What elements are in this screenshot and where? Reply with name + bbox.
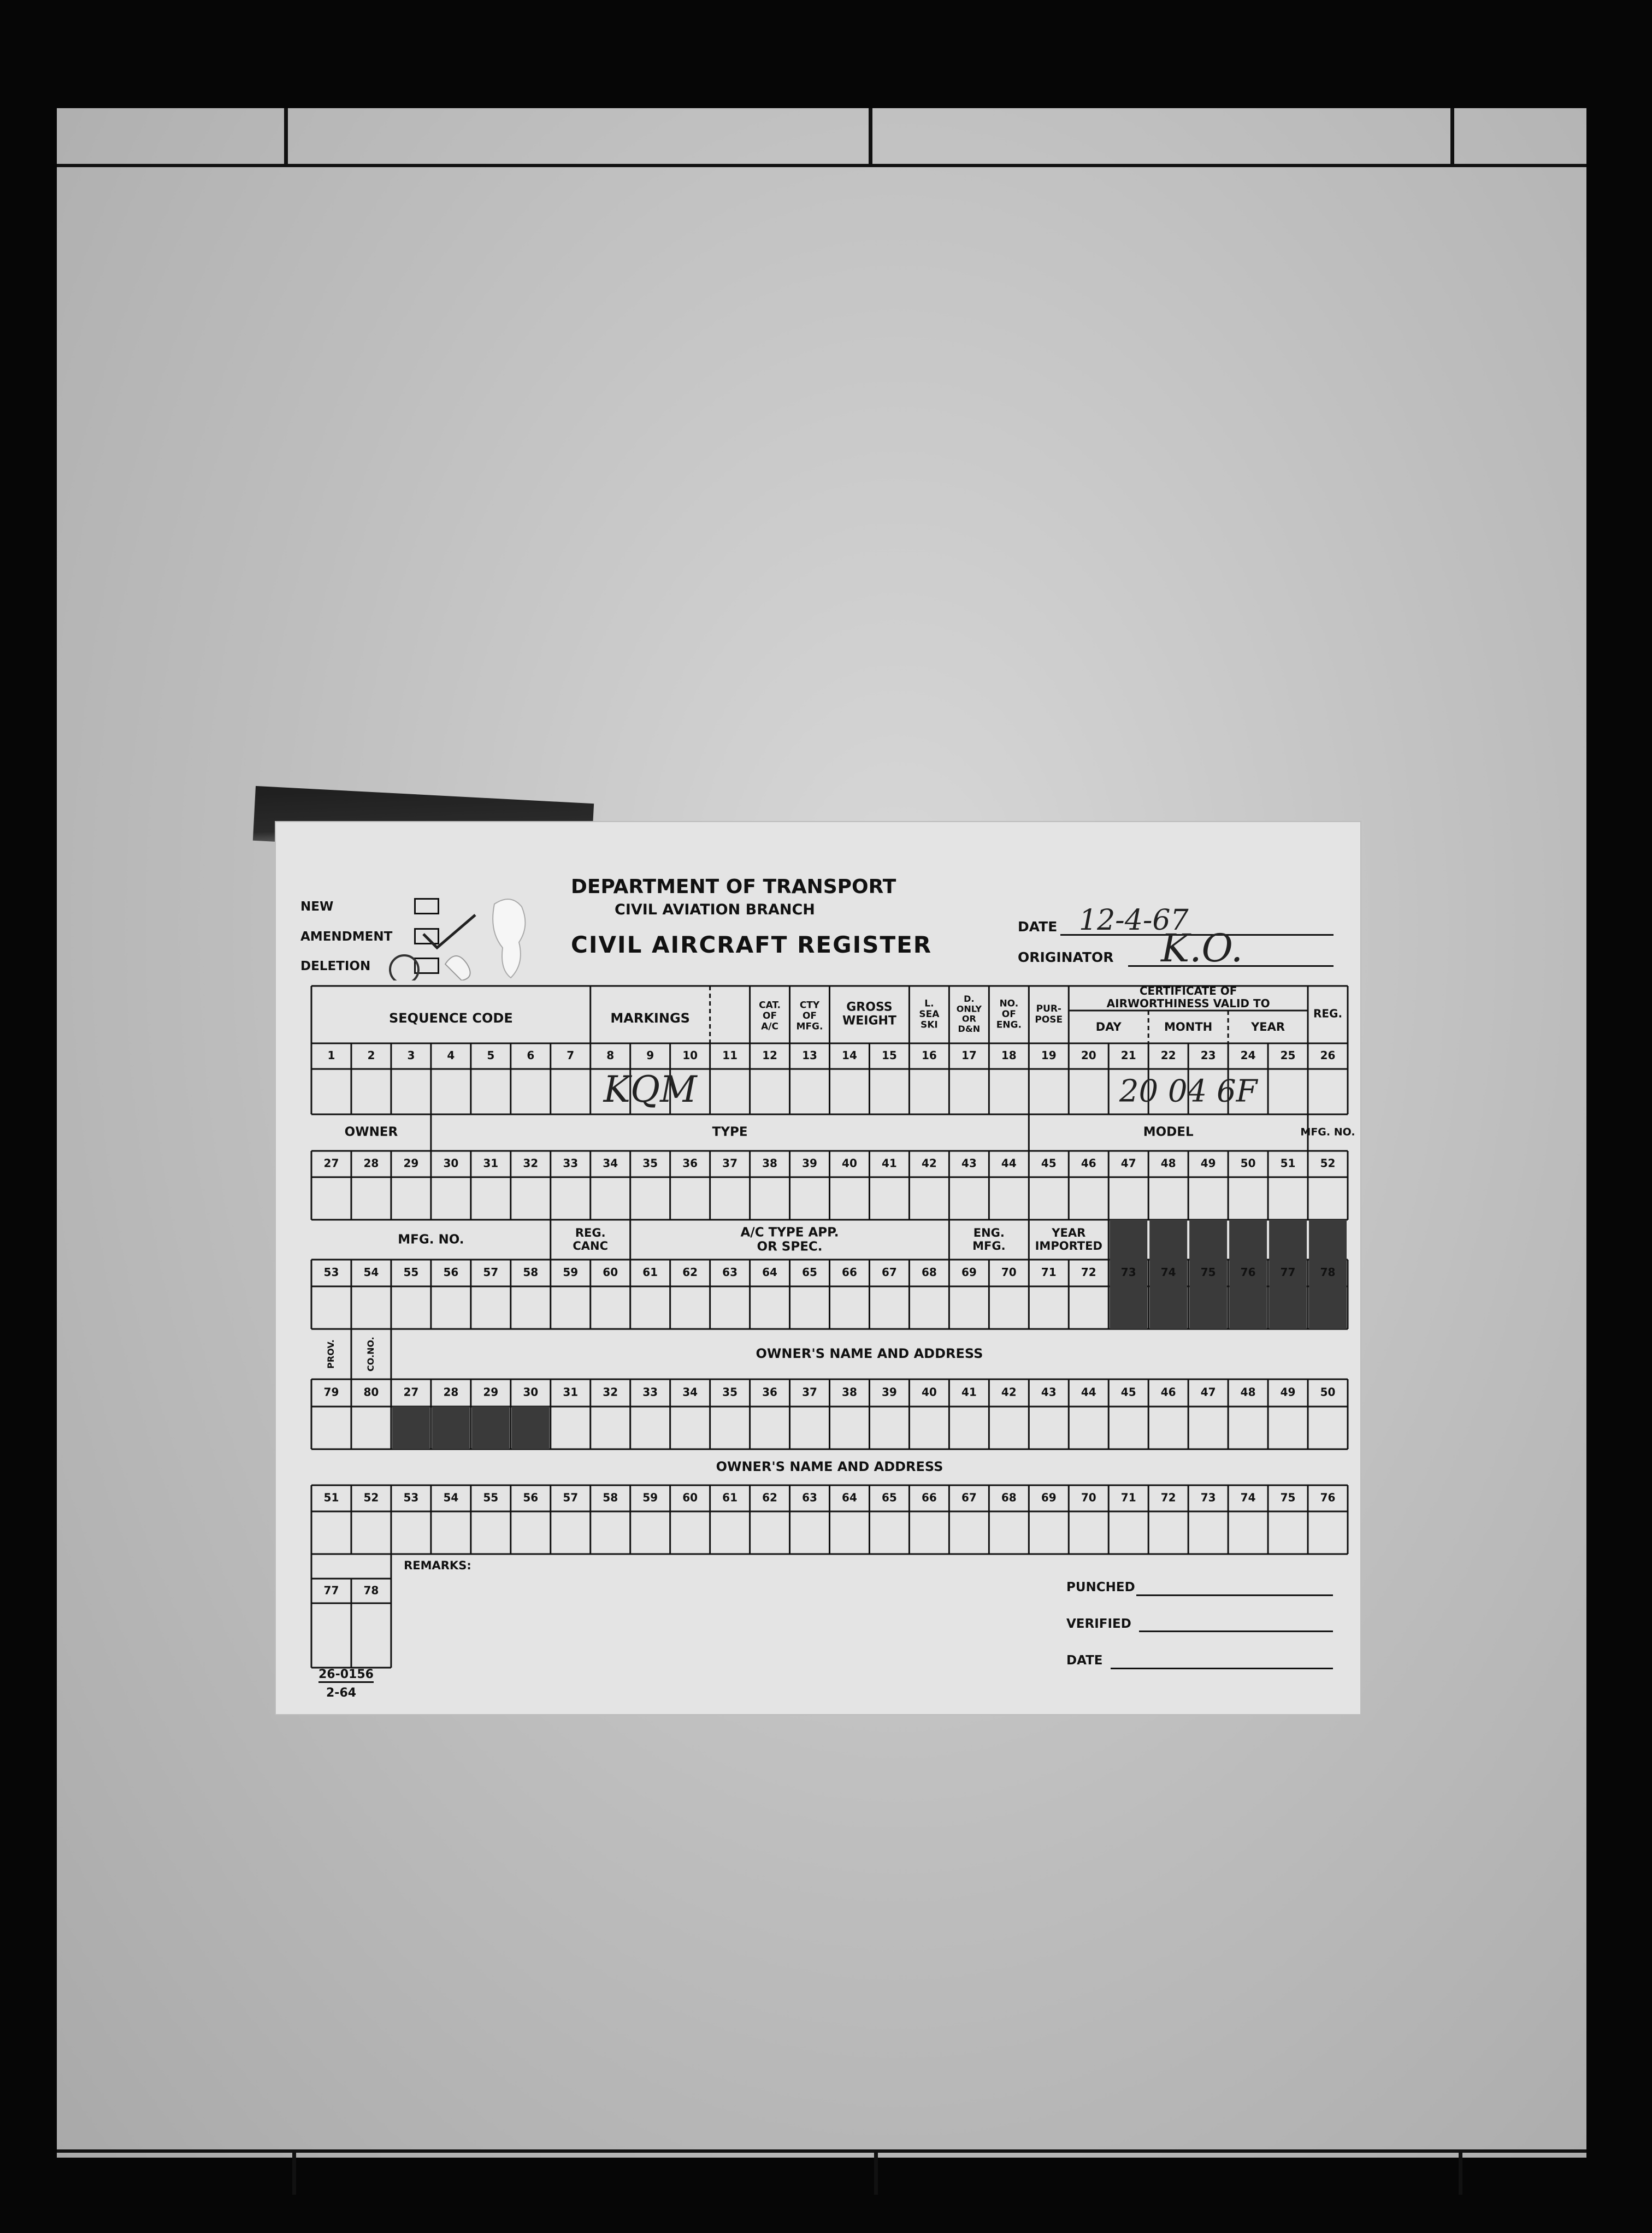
header-lsea: SEA [919, 1009, 940, 1020]
column-number: 78 [363, 1584, 379, 1597]
shaded-cell [432, 1407, 470, 1449]
column-number: 49 [1200, 1156, 1216, 1170]
column-number: 42 [1001, 1385, 1017, 1399]
column-number: 27 [323, 1156, 339, 1170]
frame-bottom-line [57, 2149, 1586, 2153]
column-number: 48 [1160, 1156, 1176, 1170]
header-mfg-no: MFG. NO. [1300, 1126, 1355, 1138]
column-number: 8 [606, 1049, 615, 1062]
column-number: 58 [523, 1266, 539, 1279]
frame-tick [284, 108, 288, 166]
column-number: 18 [1001, 1049, 1017, 1062]
column-number: 37 [722, 1156, 738, 1170]
punched-line [1136, 1594, 1333, 1596]
column-number: 53 [403, 1491, 419, 1504]
column-number: 33 [642, 1385, 658, 1399]
header-gross-weight: WEIGHT [842, 1014, 896, 1028]
column-number: 15 [882, 1049, 897, 1062]
column-number: 75 [1280, 1491, 1296, 1504]
column-number: 74 [1160, 1266, 1176, 1279]
column-number: 34 [603, 1156, 618, 1170]
header-owner-name: OWNER'S NAME AND ADDRESS [756, 1346, 983, 1361]
column-number: 70 [1001, 1266, 1017, 1279]
column-number: 43 [1041, 1385, 1057, 1399]
header-year-imported: YEAR [1052, 1226, 1086, 1239]
column-number: 57 [563, 1491, 579, 1504]
header-cat: OF [763, 1011, 777, 1021]
frame-tick [1450, 108, 1454, 166]
column-number: 31 [483, 1156, 499, 1170]
column-number: 46 [1081, 1156, 1096, 1170]
originator-value: K.O. [1161, 926, 1243, 971]
column-number: 7 [567, 1049, 575, 1062]
column-number: 13 [802, 1049, 817, 1062]
column-number: 39 [882, 1385, 897, 1399]
register-grid [276, 822, 1360, 1714]
header-cert: AIRWORTHINESS VALID TO [1106, 997, 1270, 1010]
column-number: 25 [1280, 1049, 1296, 1062]
column-number: 62 [762, 1491, 777, 1504]
checkbox-label-new: NEW [300, 900, 334, 914]
column-number: 60 [682, 1491, 698, 1504]
column-number: 55 [403, 1266, 419, 1279]
header-donly: D. [964, 993, 975, 1004]
header-month: MONTH [1164, 1020, 1213, 1033]
validity-entry: 20 04 6F [1119, 1073, 1258, 1109]
column-number: 10 [682, 1049, 698, 1062]
header-donly: D&N [958, 1024, 981, 1035]
header-owner: OWNER [344, 1125, 398, 1139]
header-purpose: PUR- [1036, 1003, 1061, 1015]
column-number: 32 [603, 1385, 618, 1399]
column-number: 61 [642, 1266, 658, 1279]
column-number: 20 [1081, 1049, 1096, 1062]
column-number: 48 [1240, 1385, 1256, 1399]
column-number: 12 [762, 1049, 777, 1062]
header-cty: MFG. [796, 1021, 823, 1032]
column-number: 27 [403, 1385, 419, 1399]
column-number: 63 [802, 1491, 817, 1504]
column-number: 5 [487, 1049, 495, 1062]
column-number: 72 [1081, 1266, 1096, 1279]
punched-label: PUNCHED [1066, 1580, 1135, 1594]
column-number: 30 [523, 1385, 539, 1399]
column-number: 53 [323, 1266, 339, 1279]
date-label: DATE [1018, 919, 1058, 935]
verified-line [1139, 1631, 1333, 1632]
column-number: 24 [1240, 1049, 1256, 1062]
column-number: 80 [363, 1385, 379, 1399]
column-number: 49 [1280, 1385, 1296, 1399]
checkbox-label-deletion: DELETION [300, 959, 371, 973]
column-number: 55 [483, 1491, 499, 1504]
header-year: YEAR [1251, 1020, 1285, 1033]
register-title: CIVIL AIRCRAFT REGISTER [571, 931, 933, 958]
column-number: 22 [1160, 1049, 1176, 1062]
header-cty: CTY [799, 1000, 820, 1011]
column-number: 56 [443, 1266, 459, 1279]
column-number: 72 [1160, 1491, 1176, 1504]
column-number: 73 [1120, 1266, 1136, 1279]
column-number: 69 [961, 1266, 977, 1279]
dept-title: DEPARTMENT OF TRANSPORT [571, 876, 896, 898]
column-number: 79 [323, 1385, 339, 1399]
header-donly: ONLY [956, 1003, 982, 1014]
column-number: 59 [642, 1491, 658, 1504]
column-number: 64 [762, 1266, 777, 1279]
column-number: 47 [1120, 1156, 1136, 1170]
column-number: 44 [1001, 1156, 1017, 1170]
column-number: 61 [722, 1491, 738, 1504]
column-number: 46 [1160, 1385, 1176, 1399]
register-card [276, 822, 1360, 1714]
column-number: 71 [1041, 1266, 1057, 1279]
column-number: 60 [603, 1266, 618, 1279]
header-ac-type: OR SPEC. [757, 1239, 823, 1254]
header-cat: CAT. [759, 1000, 781, 1011]
column-number: 30 [443, 1156, 459, 1170]
footer-date-label: DATE [1066, 1653, 1103, 1668]
column-number: 54 [363, 1266, 379, 1279]
column-number: 17 [961, 1049, 977, 1062]
column-number: 40 [921, 1385, 937, 1399]
header-year-imported: IMPORTED [1035, 1239, 1102, 1253]
column-number: 39 [802, 1156, 817, 1170]
column-number: 64 [842, 1491, 857, 1504]
column-number: 69 [1041, 1491, 1057, 1504]
remarks-label: REMARKS: [404, 1559, 471, 1572]
column-number: 32 [523, 1156, 539, 1170]
column-number: 4 [447, 1049, 455, 1062]
column-number: 6 [527, 1049, 535, 1062]
column-number: 43 [961, 1156, 977, 1170]
header-reg: REG. [1313, 1007, 1343, 1020]
header-mfg-no: MFG. NO. [398, 1232, 464, 1247]
header-purpose: POSE [1035, 1014, 1063, 1025]
shaded-cell [512, 1407, 550, 1449]
header-eng-mfg: MFG. [972, 1239, 1006, 1253]
column-number: 41 [961, 1385, 977, 1399]
column-number: 63 [722, 1266, 738, 1279]
header-prov: PROV. [325, 1339, 336, 1369]
column-number: 35 [722, 1385, 738, 1399]
form-revision: 2-64 [326, 1686, 357, 1700]
header-donly: OR [961, 1013, 976, 1024]
header-owner-name: OWNER'S NAME AND ADDRESS [716, 1459, 943, 1474]
form-number: 26-0156 [318, 1668, 374, 1683]
header-sequence-code: SEQUENCE CODE [388, 1011, 513, 1026]
column-number: 52 [1320, 1156, 1336, 1170]
column-number: 41 [882, 1156, 897, 1170]
column-number: 68 [921, 1266, 937, 1279]
header-no-eng: OF [1001, 1009, 1016, 1020]
column-number: 57 [483, 1266, 499, 1279]
header-ac-type: A/C TYPE APP. [740, 1225, 839, 1240]
column-number: 76 [1320, 1491, 1336, 1504]
column-number: 70 [1081, 1491, 1096, 1504]
column-number: 50 [1240, 1156, 1256, 1170]
header-gross-weight: GROSS [846, 1000, 893, 1014]
column-number: 29 [483, 1385, 499, 1399]
column-number: 66 [921, 1491, 937, 1504]
column-number: 76 [1240, 1266, 1256, 1279]
shaded-cell [392, 1407, 430, 1449]
column-number: 2 [367, 1049, 375, 1062]
column-number: 19 [1041, 1049, 1057, 1062]
header-model: MODEL [1143, 1125, 1194, 1139]
header-lsea: L. [924, 998, 934, 1009]
column-number: 14 [842, 1049, 857, 1062]
column-number: 74 [1240, 1491, 1256, 1504]
column-number: 28 [363, 1156, 379, 1170]
column-number: 62 [682, 1266, 698, 1279]
column-number: 75 [1200, 1266, 1216, 1279]
column-number: 21 [1120, 1049, 1136, 1062]
header-day: DAY [1095, 1020, 1122, 1033]
column-number: 38 [842, 1385, 857, 1399]
column-number: 36 [762, 1385, 777, 1399]
column-number: 34 [682, 1385, 698, 1399]
column-number: 68 [1001, 1491, 1017, 1504]
date-value: 12-4-67 [1079, 904, 1189, 937]
column-number: 28 [443, 1385, 459, 1399]
column-number: 47 [1200, 1385, 1216, 1399]
column-number: 50 [1320, 1385, 1336, 1399]
column-number: 29 [403, 1156, 419, 1170]
column-number: 31 [563, 1385, 579, 1399]
column-number: 35 [642, 1156, 658, 1170]
column-number: 40 [842, 1156, 857, 1170]
column-number: 16 [921, 1049, 937, 1062]
header-cty: OF [802, 1011, 817, 1021]
branch-title: CIVIL AVIATION BRANCH [615, 901, 815, 918]
frame-tick [1459, 2151, 1462, 2195]
footer-date-line [1111, 1668, 1333, 1669]
header-type: TYPE [712, 1125, 748, 1139]
column-number: 78 [1320, 1266, 1336, 1279]
column-number: 45 [1041, 1156, 1057, 1170]
column-number: 42 [921, 1156, 937, 1170]
checkbox-label-amendment: AMENDMENT [300, 930, 393, 944]
header-reg-canc: CANC [573, 1239, 609, 1253]
column-number: 1 [327, 1049, 335, 1062]
column-number: 54 [443, 1491, 459, 1504]
column-number: 67 [961, 1491, 977, 1504]
column-number: 59 [563, 1266, 579, 1279]
header-reg-canc: REG. [575, 1226, 606, 1239]
frame-tick [869, 108, 872, 166]
shaded-cell [472, 1407, 510, 1449]
column-number: 38 [762, 1156, 777, 1170]
column-number: 56 [523, 1491, 539, 1504]
header-cat: A/C [761, 1021, 778, 1032]
column-number: 77 [323, 1584, 339, 1597]
column-number: 33 [563, 1156, 579, 1170]
column-number: 9 [646, 1049, 654, 1062]
frame-tick [874, 2151, 878, 2195]
header-cert: CERTIFICATE OF [1139, 984, 1237, 997]
column-number: 3 [407, 1049, 415, 1062]
markings-entry: KQM [603, 1068, 697, 1110]
header-lsea: SKI [921, 1019, 938, 1031]
column-number: 67 [882, 1266, 897, 1279]
column-number: 44 [1081, 1385, 1096, 1399]
column-number: 71 [1120, 1491, 1136, 1504]
column-number: 45 [1120, 1385, 1136, 1399]
header-markings: MARKINGS [610, 1011, 690, 1026]
column-number: 77 [1280, 1266, 1296, 1279]
header-no-eng: ENG. [996, 1019, 1022, 1031]
originator-label: ORIGINATOR [1018, 949, 1114, 965]
column-number: 36 [682, 1156, 698, 1170]
header-co-no: CO.NO. [365, 1337, 376, 1372]
frame-tick [292, 2151, 296, 2195]
column-number: 23 [1200, 1049, 1216, 1062]
column-number: 73 [1200, 1491, 1216, 1504]
column-number: 66 [842, 1266, 857, 1279]
header-eng-mfg: ENG. [973, 1226, 1005, 1239]
column-number: 51 [1280, 1156, 1296, 1170]
column-number: 26 [1320, 1049, 1336, 1062]
verified-label: VERIFIED [1066, 1617, 1131, 1631]
header-no-eng: NO. [999, 998, 1019, 1009]
column-number: 65 [882, 1491, 897, 1504]
column-number: 37 [802, 1385, 817, 1399]
column-number: 65 [802, 1266, 817, 1279]
column-number: 58 [603, 1491, 618, 1504]
column-number: 51 [323, 1491, 339, 1504]
column-number: 52 [363, 1491, 379, 1504]
column-number: 11 [722, 1049, 738, 1062]
